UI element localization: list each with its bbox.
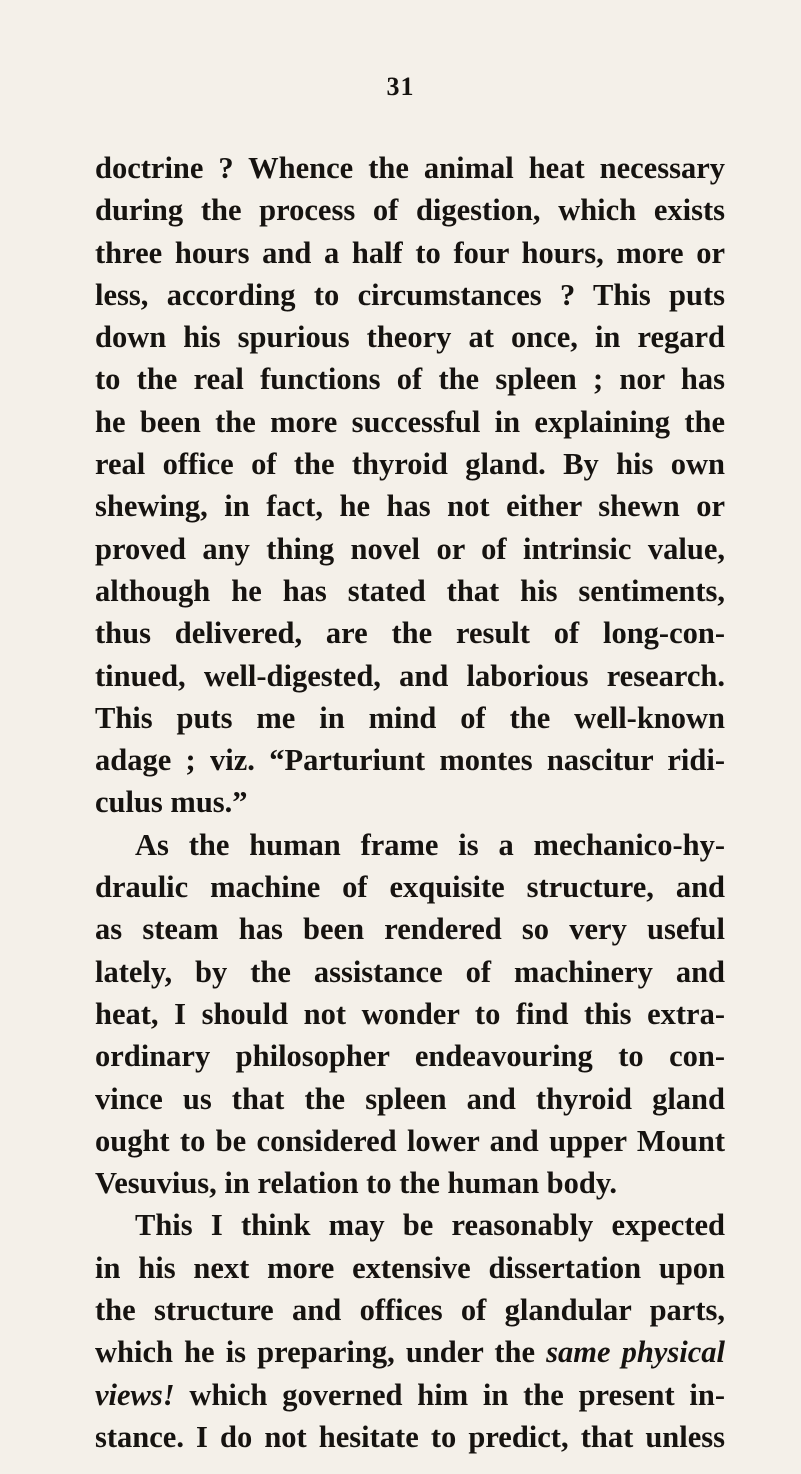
text-line: proved any thing novel or of intrinsic value, (95, 531, 725, 566)
text-line: as steam has been rendered so very useful (95, 912, 725, 947)
text-line: doctrine ? Whence the animal heat necessary (95, 151, 725, 185)
text-line: to the real functions of the spleen ; nor has (95, 362, 725, 397)
text-run: which he is preparing, under the (95, 1335, 547, 1370)
text-line: ought to be considered lower and upper Mount (95, 1123, 725, 1158)
text-line: in his next more extensive dissertation upon (95, 1250, 725, 1285)
text-run: which governed him in the present in- (174, 1377, 725, 1412)
text-line: tinued, well-digested, and laborious research. (95, 658, 725, 693)
text-line: vince us that the spleen and thyroid gland (95, 1081, 725, 1116)
text-line: culus mus.” (95, 785, 248, 820)
body-text (95, 147, 725, 1458)
text-line: draulic machine of exquisite structure, and (95, 870, 725, 905)
text-line: This I think may be reasonably expected (135, 1208, 725, 1243)
text-line: during the process of digestion, which exists (95, 193, 725, 228)
text-line: Vesuvius, in relation to the human body. (95, 1166, 618, 1201)
text-line: he been the more successful in explaining the (95, 404, 725, 439)
text-line (95, 1331, 725, 1373)
text-line: the structure and offices of glandular parts, (95, 1293, 725, 1328)
page-number: 31 (386, 72, 415, 101)
text-line: heat, I should not wonder to find this extra- (95, 996, 725, 1031)
text-line: although he has stated that his sentiments, (95, 573, 725, 608)
text-line: adage ; viz. “Parturiunt montes nascitur ridi- (95, 743, 725, 778)
text-line: three hours and a half to four hours, more or (95, 235, 725, 270)
text-line: less, according to circumstances ? This puts (95, 277, 725, 312)
text-line: This puts me in mind of the well-known (95, 700, 725, 735)
text-line: ordinary philosopher endeavouring to con- (95, 1039, 725, 1074)
text-line: shewing, in fact, he has not either shewn or (95, 489, 725, 524)
italic-text-run: views! (95, 1377, 175, 1412)
text-line: stance. I do not hesitate to predict, that unless (95, 1419, 725, 1454)
text-line (95, 1374, 725, 1416)
text-line: down his spurious theory at once, in regard (95, 320, 725, 355)
text-line: thus delivered, are the result of long-con- (95, 616, 725, 651)
italic-text-run: same physical (546, 1335, 725, 1370)
text-line: lately, by the assistance of machinery and (95, 954, 725, 989)
text-line: real office of the thyroid gland. By his own (95, 447, 725, 482)
text-line: As the human frame is a mechanico-hy- (135, 827, 725, 862)
